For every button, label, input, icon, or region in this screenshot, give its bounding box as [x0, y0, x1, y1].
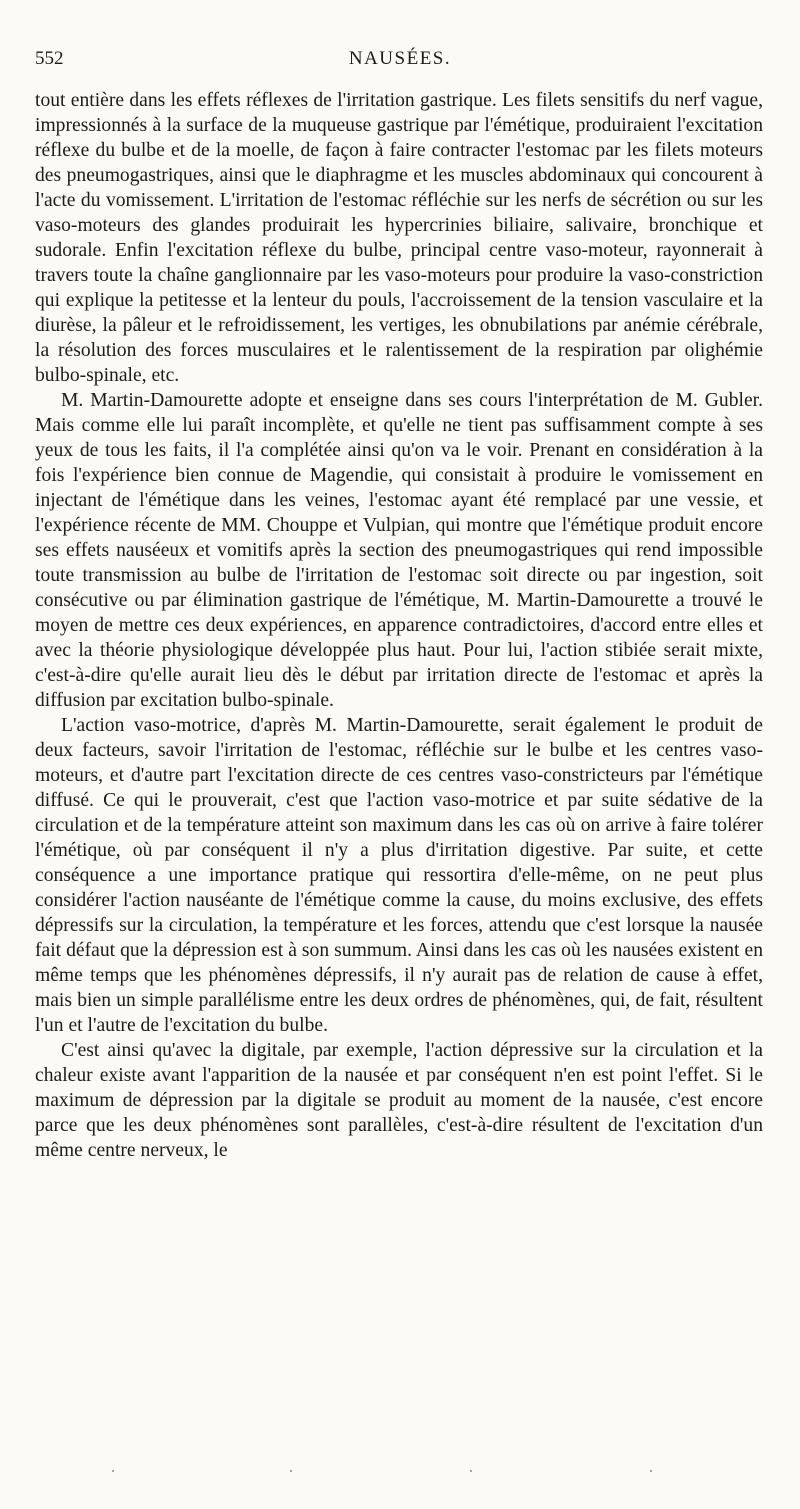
speck [470, 1470, 472, 1472]
body-text [35, 88, 763, 1163]
paragraph-continued: tout entière dans les effets réflexes de l'irritation gastrique. Les filets sensitifs du nerf vague, impressionnés à la surface de la muqueuse gastrique par l'émétique, produiraient l'excitation réflexe du bulbe et de la moelle, de façon à faire contracter l'estomac par les filets moteurs des pneumogastriques, ainsi que le diaphragme et les muscles abdominaux qui concourent à l'acte du vomissement. L'irritation de l'estomac réfléchie sur les nerfs de sécrétion ou sur les vaso-moteurs des glandes produirait les hypercrinies biliaire, salivaire, bronchique et sudorale. Enfin l'excitation réflexe du bulbe, principal centre vaso-moteur, rayonnerait à travers toute la chaîne ganglionnaire par les vaso-moteurs pour produire la vaso-constriction qui explique la petitesse et la lenteur du pouls, l'accroissement de la tension vasculaire et la diurèse, la pâleur et le refroidissement, les vertiges, les obnubilations par anémie cérébrale, la résolution des forces musculaires et le ralentissement de la respiration par olighémie bulbo-spinale, etc. [35, 90, 763, 386]
page-number: 552 [35, 48, 64, 69]
paragraph: M. Martin-Damourette adopte et enseigne dans ses cours l'interprétation de M. Gubler. Mais comme elle lui paraît incomplète, et qu'elle ne tient pas suffisamment compte à ses yeux de tous les faits, il l'a complétée ainsi qu'on va le voir. Prenant en considération à la fois l'expérience bien connue de Magendie, qui consistait à produire le vomissement en injectant de l'émétique dans les veines, l'estomac ayant été remplacé par une vessie, et l'expérience récente de MM. Chouppe et Vulpian, qui montre que l'émétique produit encore ses effets nauséeux et vomitifs après la section des pneumogastriques qui rend impossible toute transmission au bulbe de l'irritation de l'estomac soit directe ou par ingestion, soit consécutive ou par élimination gastrique de l'émétique, M. Martin-Damourette a trouvé le moyen de mettre ces deux expériences, en apparence contradictoires, d'accord entre elles et avec la théorie physiologique développée plus haut. Pour lui, l'action stibiée serait mixte, c'est-à-dire qu'elle aurait lieu dès le début par irritation directe de l'estomac et après la diffusion par excitation bulbo-spinale. [35, 390, 763, 711]
paragraph: C'est ainsi qu'avec la digitale, par exemple, l'action dépressive sur la circulation et la chaleur existe avant l'apparition de la nausée et par conséquent n'en est point l'effet. Si le maximum de dépression par la digitale se produit au moment de la nausée, c'est encore parce que les deux phénomènes sont parallèles, c'est-à-dire résultent de l'excitation d'un même centre nerveux, le [35, 1040, 763, 1161]
running-title: NAUSÉES. [348, 48, 452, 69]
speck [650, 1470, 652, 1472]
running-header [35, 48, 765, 78]
paragraph: L'action vaso-motrice, d'après M. Martin-Damourette, serait également le produit de deux facteurs, savoir l'irritation de l'estomac, réfléchie sur le bulbe et les centres vaso-moteurs, et d'autre part l'excitation directe de ces centres vaso-constricteurs par l'émétique diffusé. Ce qui le prouverait, c'est que l'action vaso-motrice et par suite sédative de la circulation et de la température atteint son maximum dans les cas où on arrive à faire tolérer l'émétique, où par conséquent il n'y a plus d'irritation digestive. Par suite, et cette conséquence a une importance pratique qui ressortira d'elle-même, on ne peut plus considérer l'action nauséante de l'émétique comme la cause, du moins exclusive, des effets dépressifs sur la circulation, la température et les forces, attendu que c'est lorsque la nausée fait défaut que la dépression est à son summum. Ainsi dans les cas où les nausées existent en même temps que les phénomènes dépressifs, il n'y aurait pas de relation de cause à effet, mais bien un simple parallélisme entre les deux ordres de phénomènes, qui, de fait, résultent l'un et l'autre de l'excitation du bulbe. [35, 715, 763, 1036]
speck [290, 1470, 292, 1472]
speck [112, 1470, 114, 1472]
scan-specks [0, 1470, 800, 1480]
